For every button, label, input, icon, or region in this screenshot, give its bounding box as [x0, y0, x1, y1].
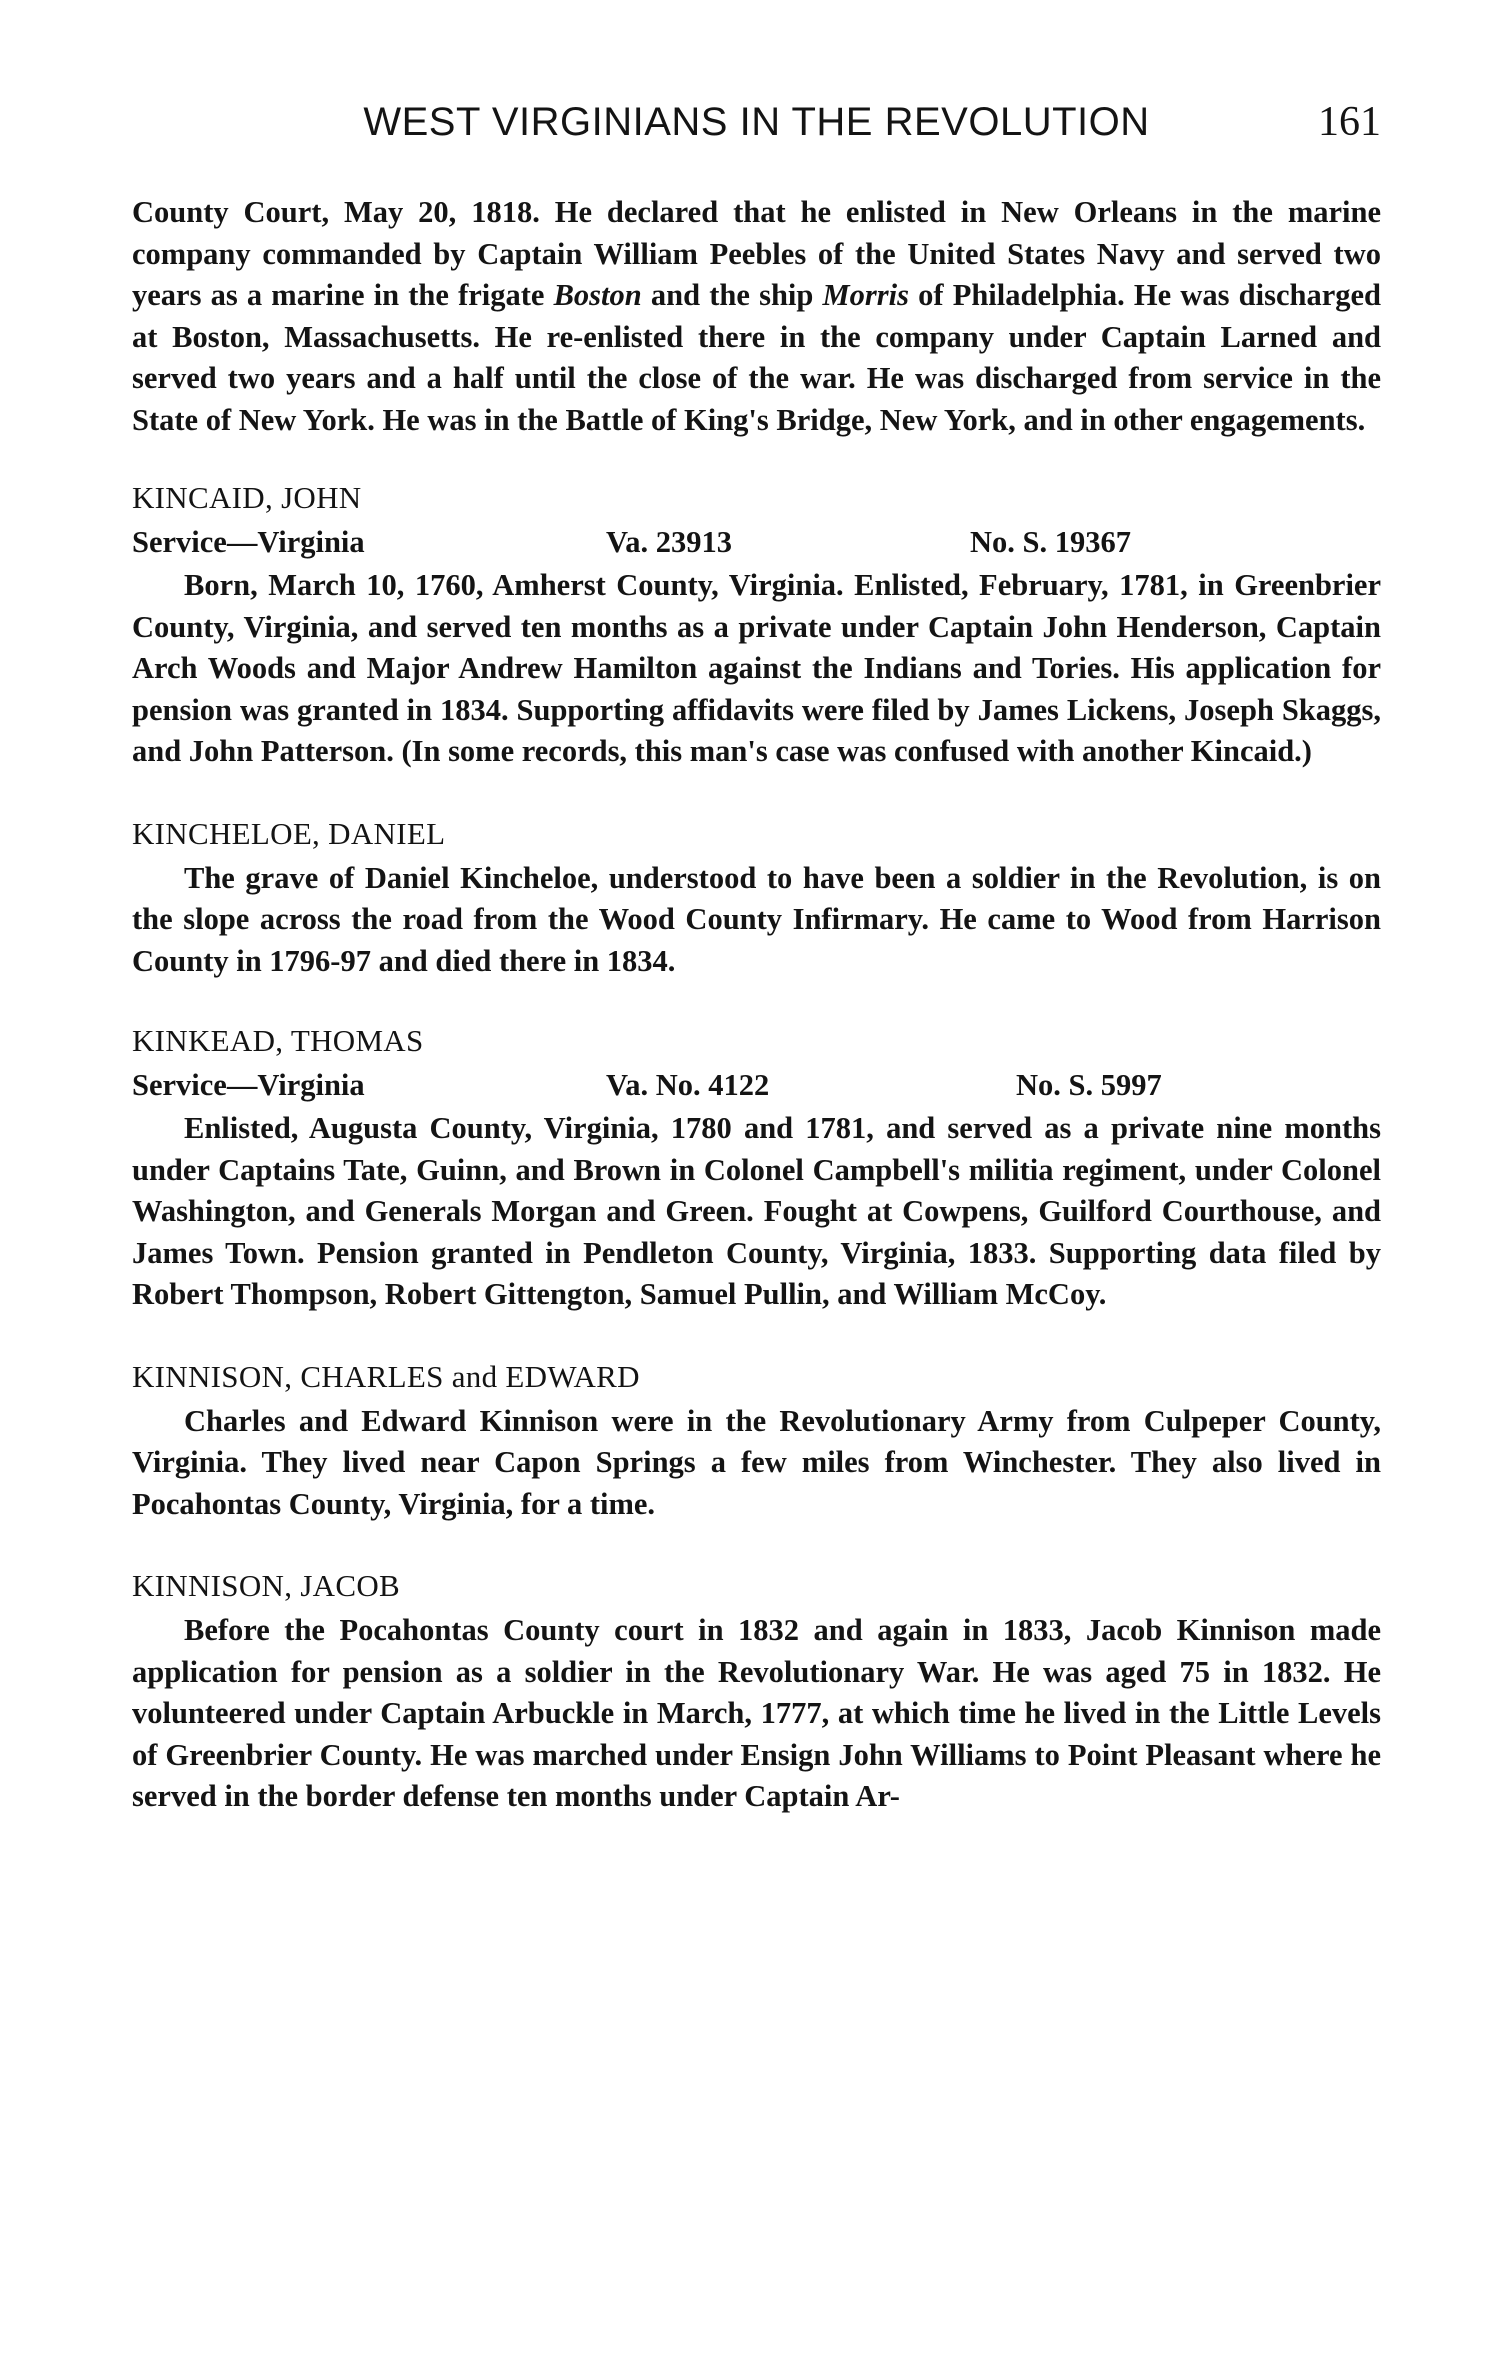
entry-text: Before the Pocahontas County court in 1832 and again in 1833, Jacob Kinnison made application for pension as a soldier in the Revolutionary War. He was aged 75 in 1832. He volunteered under Captain Arbuckle in March, 1777, at which time he lived in the Little Levels of Greenbrier County. He was marched under Ensign John Williams to Point Pleasant where he served in the border defense ten months under Captain Ar-: [132, 1613, 1381, 1813]
entry-name: KINKEAD, THOMAS: [132, 1023, 424, 1058]
entry-text: Born, March 10, 1760, Amherst County, Virginia. Enlisted, February, 1781, in Greenbrier County, Virginia, and served ten months as a private under Captain John Henderson, Captain Arch Woods and Major Andrew Hamilton against the Indians and Tories. His application for pension was granted in 1834. Supporting affidavits were filed by James Lickens, Joseph Skaggs, and John Patterson. (In some records, this man's case was confused with another Kincaid.): [132, 568, 1381, 768]
service-branch: Service—Virginia: [132, 525, 365, 559]
entry-name: KINNISON, JACOB: [132, 1568, 401, 1603]
entry-name: KINCAID, JOHN: [132, 480, 362, 515]
service-branch: Service—Virginia: [132, 1068, 365, 1102]
entry-text: Charles and Edward Kinnison were in the Revolutionary Army from Culpeper County, Virginia. They lived near Capon Springs a few miles from Winchester. They also lived in Pocahontas County, Virginia, for a time.: [132, 1403, 1381, 1521]
service-line: [132, 522, 1381, 563]
entry-kincheloe-daniel: [132, 813, 1381, 983]
entry-kinnison-charles-edward: [132, 1356, 1381, 1526]
running-head: [132, 100, 1381, 160]
ship-name-boston: Boston: [553, 278, 642, 312]
entry-text: The grave of Daniel Kincheloe, understood to have been a soldier in the Revolution, is on the slope across the road from the Wood County Infirmary. He came to Wood from Harrison County in 1796-97 and died there in 1834.: [132, 860, 1381, 978]
entry-kinnison-jacob: [132, 1565, 1381, 1818]
entry-kincaid-john: [132, 477, 1381, 773]
entry-name: KINNISON, CHARLES and EDWARD: [132, 1358, 640, 1394]
continuation-paragraph: County Court, May 20, 1818. He declared that he enlisted in New Orleans in the marine company commanded by Captain William Peebles of the United States Navy and served two years as a marine in the frigate Boston and the ship Morris of Philadelphia. He was discharged at Boston, Massachusetts. He re-enlisted there in the company under Captain Larned and served two years and a half until the close of the war. He was discharged from service in the State of New York. He was in the Battle of King's Bridge, New York, and in other engagements.: [132, 195, 1381, 437]
entry-kinkead-thomas: [132, 1020, 1381, 1316]
entry-name: KINCHELOE, DANIEL: [132, 815, 446, 851]
running-title: WEST VIRGINIANS IN THE REVOLUTION: [363, 100, 1150, 144]
ship-name-morris: Morris: [822, 278, 909, 312]
va-number: Va. 23913: [606, 525, 732, 559]
page-number: 161: [1318, 99, 1381, 145]
entry-text: Enlisted, Augusta County, Virginia, 1780 and 1781, and served as a private nine months under Captains Tate, Guinn, and Brown in Colonel Campbell's militia regiment, under Colonel Washington, and Generals Morgan and Green. Fought at Cowpens, Guilford Courthouse, and James Town. Pension granted in Pendleton County, Virginia, 1833. Supporting data filed by Robert Thompson, Robert Gittengton, Samuel Pullin, and William McCoy.: [132, 1111, 1381, 1311]
va-number: Va. No. 4122: [606, 1068, 770, 1102]
service-line: [132, 1065, 1381, 1106]
pension-number: No. S. 19367: [970, 525, 1131, 559]
pension-number: No. S. 5997: [1016, 1068, 1162, 1102]
